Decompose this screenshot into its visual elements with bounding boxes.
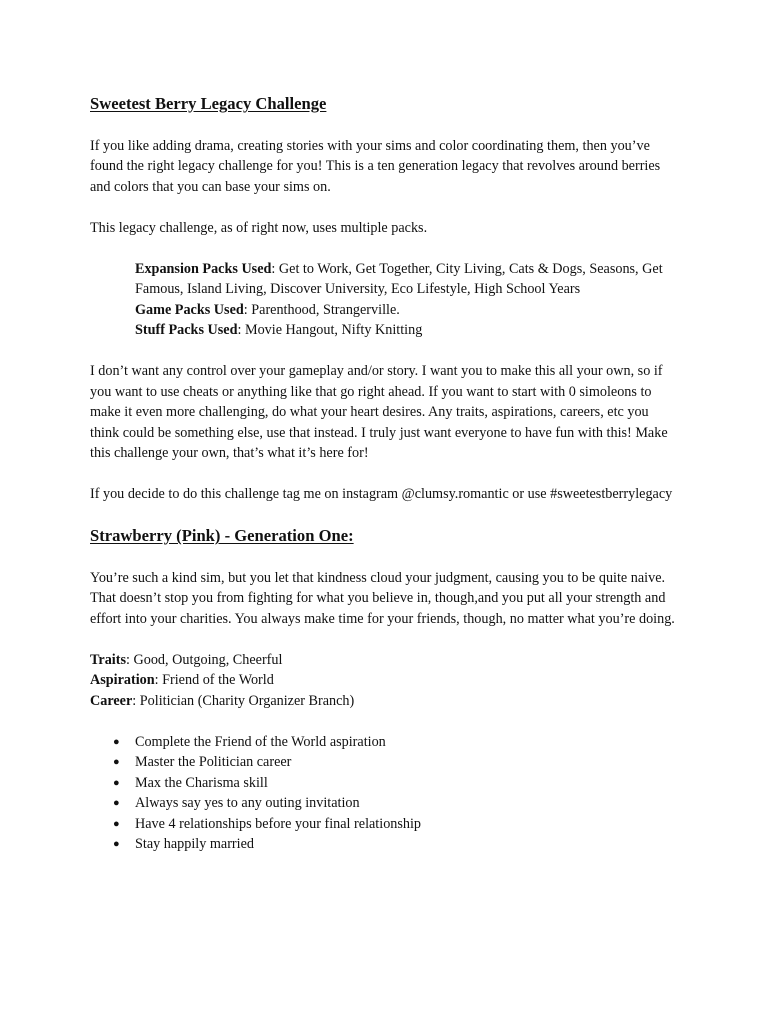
goal-item <box>113 773 680 794</box>
game-packs-line <box>135 300 680 321</box>
goal-item <box>113 834 680 855</box>
goal-text: Max the Charisma skill <box>135 774 268 791</box>
bullet-icon: ● <box>113 735 120 748</box>
aspiration-line <box>90 670 680 691</box>
bullet-icon: ● <box>113 797 120 809</box>
generation-description: You’re such a kind sim, but you let that kindness cloud your judgment, causing you to be quite naive. That doesn’t stop you from fighting for what you believe in, though,and you put all your strength and effort into your charities. You always make time for your friends, though, no matter what you’re doing. <box>90 569 675 627</box>
goal-text: Have 4 relationships before your final relationship <box>135 815 422 832</box>
goal-item <box>113 793 680 814</box>
instagram-paragraph: If you decide to do this challenge tag me on instagram @clumsy.romantic or use #sweetestberrylegacy <box>90 486 673 502</box>
goal-text: Complete the Friend of the World aspiration <box>135 733 386 750</box>
goal-item <box>113 732 680 753</box>
goal-item <box>113 752 680 773</box>
bullet-icon: ● <box>113 756 120 768</box>
expansion-packs-line <box>135 259 680 300</box>
packs-list <box>90 259 680 341</box>
traits-value: : Good, Outgoing, Cheerful <box>126 651 283 668</box>
intro-paragraph: If you like adding drama, creating stories with your sims and color coordinating them, then you’ve found the right legacy challenge for you! This is a ten generation legacy that revolves around berries and colors that you can base your sims on. <box>90 137 661 195</box>
stuff-packs-line <box>135 320 680 341</box>
game-packs-label: Game Packs Used <box>135 301 244 318</box>
traits-label: Traits <box>90 651 126 668</box>
stuff-packs-value: : Movie Hangout, Nifty Knitting <box>237 322 423 338</box>
goal-item <box>113 814 680 835</box>
document-title: Sweetest Berry Legacy Challenge <box>90 94 327 113</box>
aspiration-label: Aspiration <box>90 672 155 688</box>
goal-text: Master the Politician career <box>135 754 292 770</box>
expansion-packs-value: : Get to Work, Get Together, City Living, Cats & Dogs, Seasons, Get Famous, Island Living, Discover University, Eco Lifestyle, High School Years <box>135 260 663 297</box>
aspiration-value: : Friend of the World <box>154 672 274 688</box>
freedom-paragraph: I don’t want any control over your gameplay and/or story. I want you to make this all your own, so if you want to use cheats or anything like that go right ahead. If you want to start with 0 simoleons to make it even more challenging, do what your heart desires. Any traits, aspirations, careers, etc you think could be something else, use that instead. I truly just want everyone to have fun with this! Make this challenge your own, that’s what it’s here for! <box>90 363 668 461</box>
career-line <box>90 691 680 712</box>
traits-line <box>90 650 680 671</box>
goal-text: Stay happily married <box>135 836 254 852</box>
career-value: : Politician (Charity Organizer Branch) <box>132 692 355 709</box>
packs-intro-paragraph: This legacy challenge, as of right now, uses multiple packs. <box>90 219 428 236</box>
document-page <box>90 93 680 855</box>
bullet-icon: ● <box>113 776 120 789</box>
game-packs-value: : Parenthood, Strangerville. <box>243 301 400 318</box>
expansion-packs-label: Expansion Packs Used <box>135 260 272 277</box>
goal-text: Always say yes to any outing invitation <box>135 795 360 811</box>
stuff-packs-label: Stuff Packs Used <box>135 322 238 338</box>
career-label: Career <box>90 692 133 709</box>
generation-heading: Strawberry (Pink) - Generation One: <box>90 526 354 545</box>
goals-list <box>90 732 680 855</box>
bullet-icon: ● <box>113 838 120 850</box>
bullet-icon: ● <box>113 817 120 830</box>
